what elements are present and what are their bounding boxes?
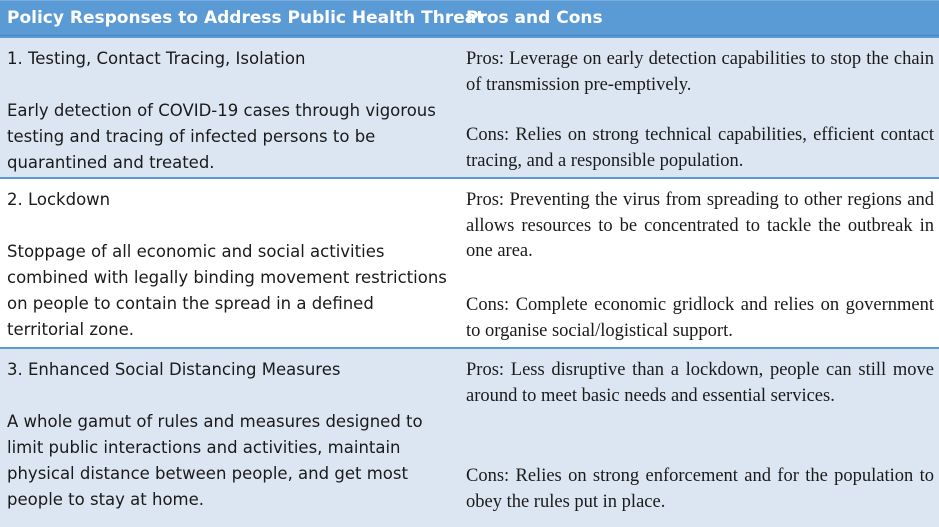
pros-text: Pros: Less disruptive than a lockdown, people can still move around to meet basic needs and essential services.	[466, 360, 934, 406]
policy-description: A whole gamut of rules and measures designed to limit public interactions and activities, maintain physical distance between people, and get most people to stay at home.	[7, 412, 423, 509]
cons-text: Cons: Relies on strong technical capabilities, efficient contact tracing, and a responsible population.	[466, 125, 934, 171]
cons-text: Cons: Relies on strong enforcement and for the population to obey the rules put in place.	[466, 466, 934, 512]
header-policy-responses: Policy Responses to Address Public Health Threat	[7, 8, 485, 28]
header-pros-and-cons: Pros and Cons	[466, 8, 603, 28]
policy-title: 2. Lockdown	[7, 190, 111, 209]
table-header	[0, 0, 939, 36]
table-row-social-distancing	[0, 347, 939, 527]
pros-text: Pros: Leverage on early detection capabilities to stop the chain of transmission pre-emptively.	[466, 49, 934, 95]
cons-text: Cons: Complete economic gridlock and relies on government to organise social/logistical support.	[466, 295, 934, 341]
table-row-lockdown	[0, 177, 939, 347]
policy-title: 3. Enhanced Social Distancing Measures	[7, 360, 341, 379]
policy-description: Stoppage of all economic and social activities combined with legally binding movement restrictions on people to contain the spread in a defined territorial zone.	[7, 242, 447, 339]
policy-description: Early detection of COVID-19 cases through vigorous testing and tracing of infected persons to be quarantined and treated.	[7, 101, 436, 172]
table-row-testing	[0, 36, 939, 177]
pros-text: Pros: Preventing the virus from spreading to other regions and allows resources to be concentrated to tackle the outbreak in one area.	[466, 190, 934, 261]
policy-title: 1. Testing, Contact Tracing, Isolation	[7, 49, 306, 68]
